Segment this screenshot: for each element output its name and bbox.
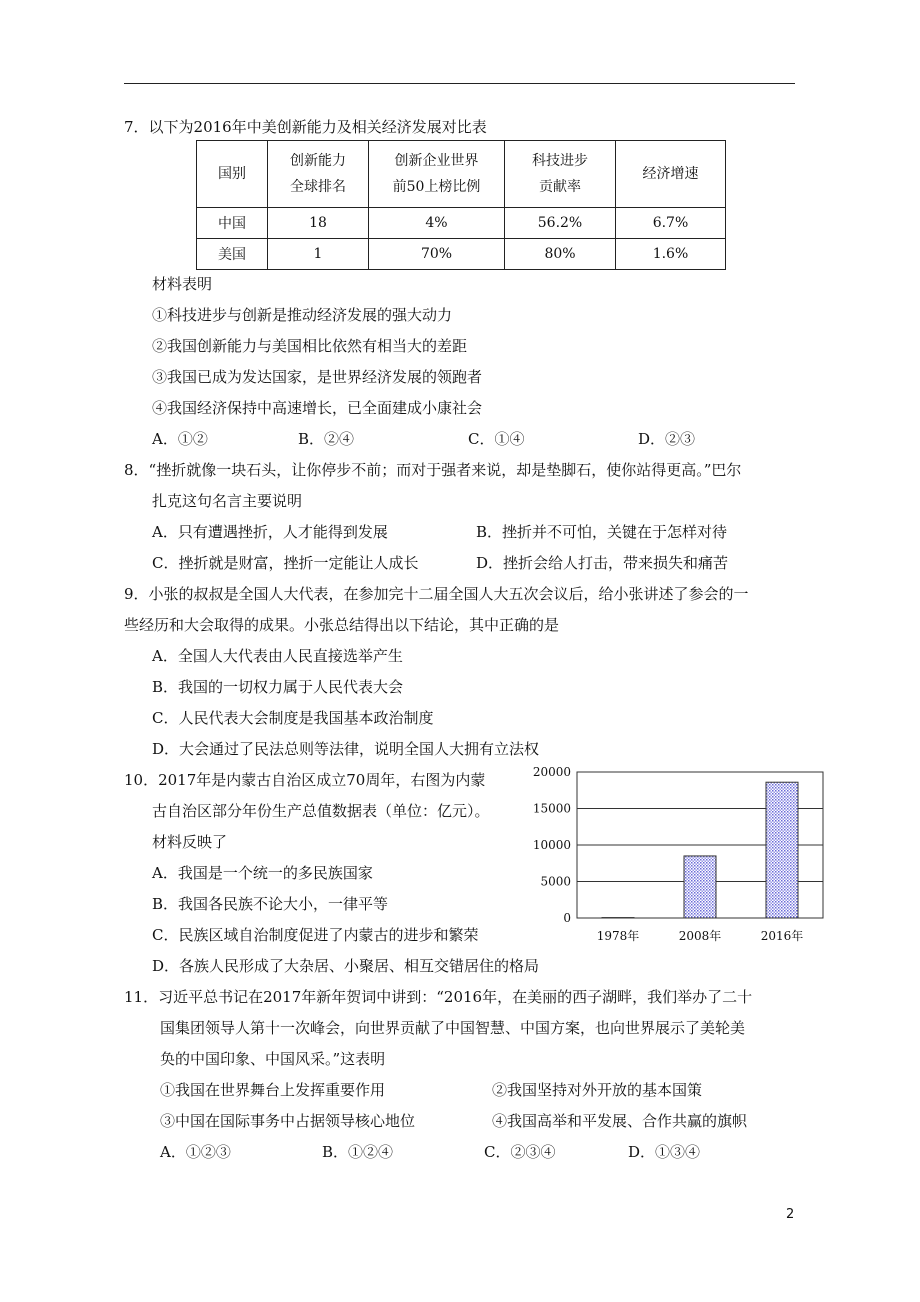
q10-option-d[interactable]: D．各族人民形成了大杂居、小聚居、相互交错居住的格局 [152,957,540,975]
q10-stem-line3: 材料反映了 [152,833,228,851]
header-innovation-rank: 创新能力 全球排名 [268,141,369,208]
q11-item-2: ②我国坚持对外开放的基本国策 [492,1081,703,1099]
y-tick-label: 10000 [532,838,571,852]
header-rule [124,83,795,84]
q11-item-1: ①我国在世界舞台上发挥重要作用 [160,1081,386,1099]
q8-stem-line1: 8．“挫折就像一块石头，让你停步不前；而对于强者来说，却是垫脚石，使你站得更高。”巴尔 [124,461,742,479]
bar [684,856,716,918]
bar [766,782,798,918]
q11-option-d[interactable]: D．①③④ [628,1143,701,1161]
q8-option-a[interactable]: A．只有遭遇挫折，人才能得到发展 [152,523,388,541]
q7-option-b[interactable]: B．②④ [298,430,355,448]
q7-stem: 7．以下为2016年中美创新能力及相关经济发展对比表 [124,118,487,136]
comparison-table [196,140,726,270]
q7-option-d[interactable]: D．②③ [638,430,696,448]
q11-item-3: ③中国在国际事务中占据领导核心地位 [160,1112,416,1130]
header-growth: 经济增速 [616,141,726,208]
q9-stem-line1: 9．小张的叔叔是全国人大代表，在参加完十二届全国人大五次会议后，给小张讲述了参会的一 [124,585,749,603]
table-cell: 1 [268,239,369,270]
table-cell: 70% [369,239,505,270]
q11-option-a[interactable]: A．①②③ [160,1143,231,1161]
q7-item-4: ④我国经济保持中高速增长，已全面建成小康社会 [152,399,483,417]
q10-stem-line2: 古自治区部分年份生产总值数据表（单位：亿元）。 [152,802,490,820]
q8-stem-line2: 扎克这句名言主要说明 [152,492,303,510]
q10-option-a[interactable]: A．我国是一个统一的多民族国家 [152,864,373,882]
table-row [197,239,726,270]
q10-stem-line1: 10．2017年是内蒙古自治区成立70周年，右图为内蒙 [124,771,486,789]
table-cell: 1.6% [616,239,726,270]
header-country: 国别 [197,141,268,208]
q9-stem-line2: 些经历和大会取得的成果。小张总结得出以下结论，其中正确的是 [124,616,560,634]
q9-option-c[interactable]: C．人民代表大会制度是我国基本政治制度 [152,709,434,727]
q11-option-c[interactable]: C．②③④ [484,1143,556,1161]
q7-item-2: ②我国创新能力与美国相比依然有相当大的差距 [152,337,468,355]
page-number: 2 [786,1207,795,1222]
q8-option-d[interactable]: D．挫折会给人打击，带来损失和痛苦 [476,554,729,572]
q7-lead: 材料表明 [152,275,213,293]
q8-option-c[interactable]: C．挫折就是财富，挫折一定能让人成长 [152,554,419,572]
q11-stem-line2: 国集团领导人第十一次峰会，向世界贡献了中国智慧、中国方案，也向世界展示了美轮美 [160,1019,746,1037]
q9-option-d[interactable]: D．大会通过了民法总则等法律，说明全国人大拥有立法权 [152,740,540,758]
y-tick-label: 15000 [532,801,571,816]
q11-item-4: ④我国高举和平发展、合作共赢的旗帜 [492,1112,748,1130]
q7-item-1: ①科技进步与创新是推动经济发展的强大动力 [152,306,453,324]
table-cell: 中国 [197,208,268,239]
x-tick-label: 2016年 [760,929,804,943]
table-cell: 4% [369,208,505,239]
table-cell: 80% [505,239,616,270]
gdp-bar-chart [505,760,825,950]
q9-option-a[interactable]: A．全国人大代表由人民直接选举产生 [152,647,403,665]
x-tick-label: 1978年 [596,929,640,943]
x-tick-label: 2008年 [678,929,722,943]
table-row [197,208,726,239]
table-cell: 美国 [197,239,268,270]
y-tick-label: 5000 [540,874,571,889]
header-top50-ratio: 创新企业世界 前50上榜比例 [369,141,505,208]
table-cell: 6.7% [616,208,726,239]
header-tech-contribution: 科技进步 贡献率 [505,141,616,208]
q11-stem-line1: 11．习近平总书记在2017年新年贺词中讲到：“2016年，在美丽的西子湖畔，我们举办了二十 [124,988,753,1006]
q7-item-3: ③我国已成为发达国家，是世界经济发展的领跑者 [152,368,483,386]
y-tick-label: 0 [563,911,571,925]
table-header-row [197,141,726,208]
table-cell: 18 [268,208,369,239]
y-tick-label: 20000 [532,765,571,779]
gdp-chart-svg [505,760,825,950]
table-cell: 56.2% [505,208,616,239]
q10-option-c[interactable]: C．民族区域自治制度促进了内蒙古的进步和繁荣 [152,926,479,944]
q11-option-b[interactable]: B．①②④ [322,1143,394,1161]
q9-option-b[interactable]: B．我国的一切权力属于人民代表大会 [152,678,404,696]
q7-option-c[interactable]: C．①④ [468,430,525,448]
q10-option-b[interactable]: B．我国各民族不论大小，一律平等 [152,895,389,913]
q11-stem-line3: 奂的中国印象、中国风采。”这表明 [160,1050,386,1068]
q7-option-a[interactable]: A．①② [152,430,208,448]
q8-option-b[interactable]: B．挫折并不可怕，关键在于怎样对待 [476,523,728,541]
